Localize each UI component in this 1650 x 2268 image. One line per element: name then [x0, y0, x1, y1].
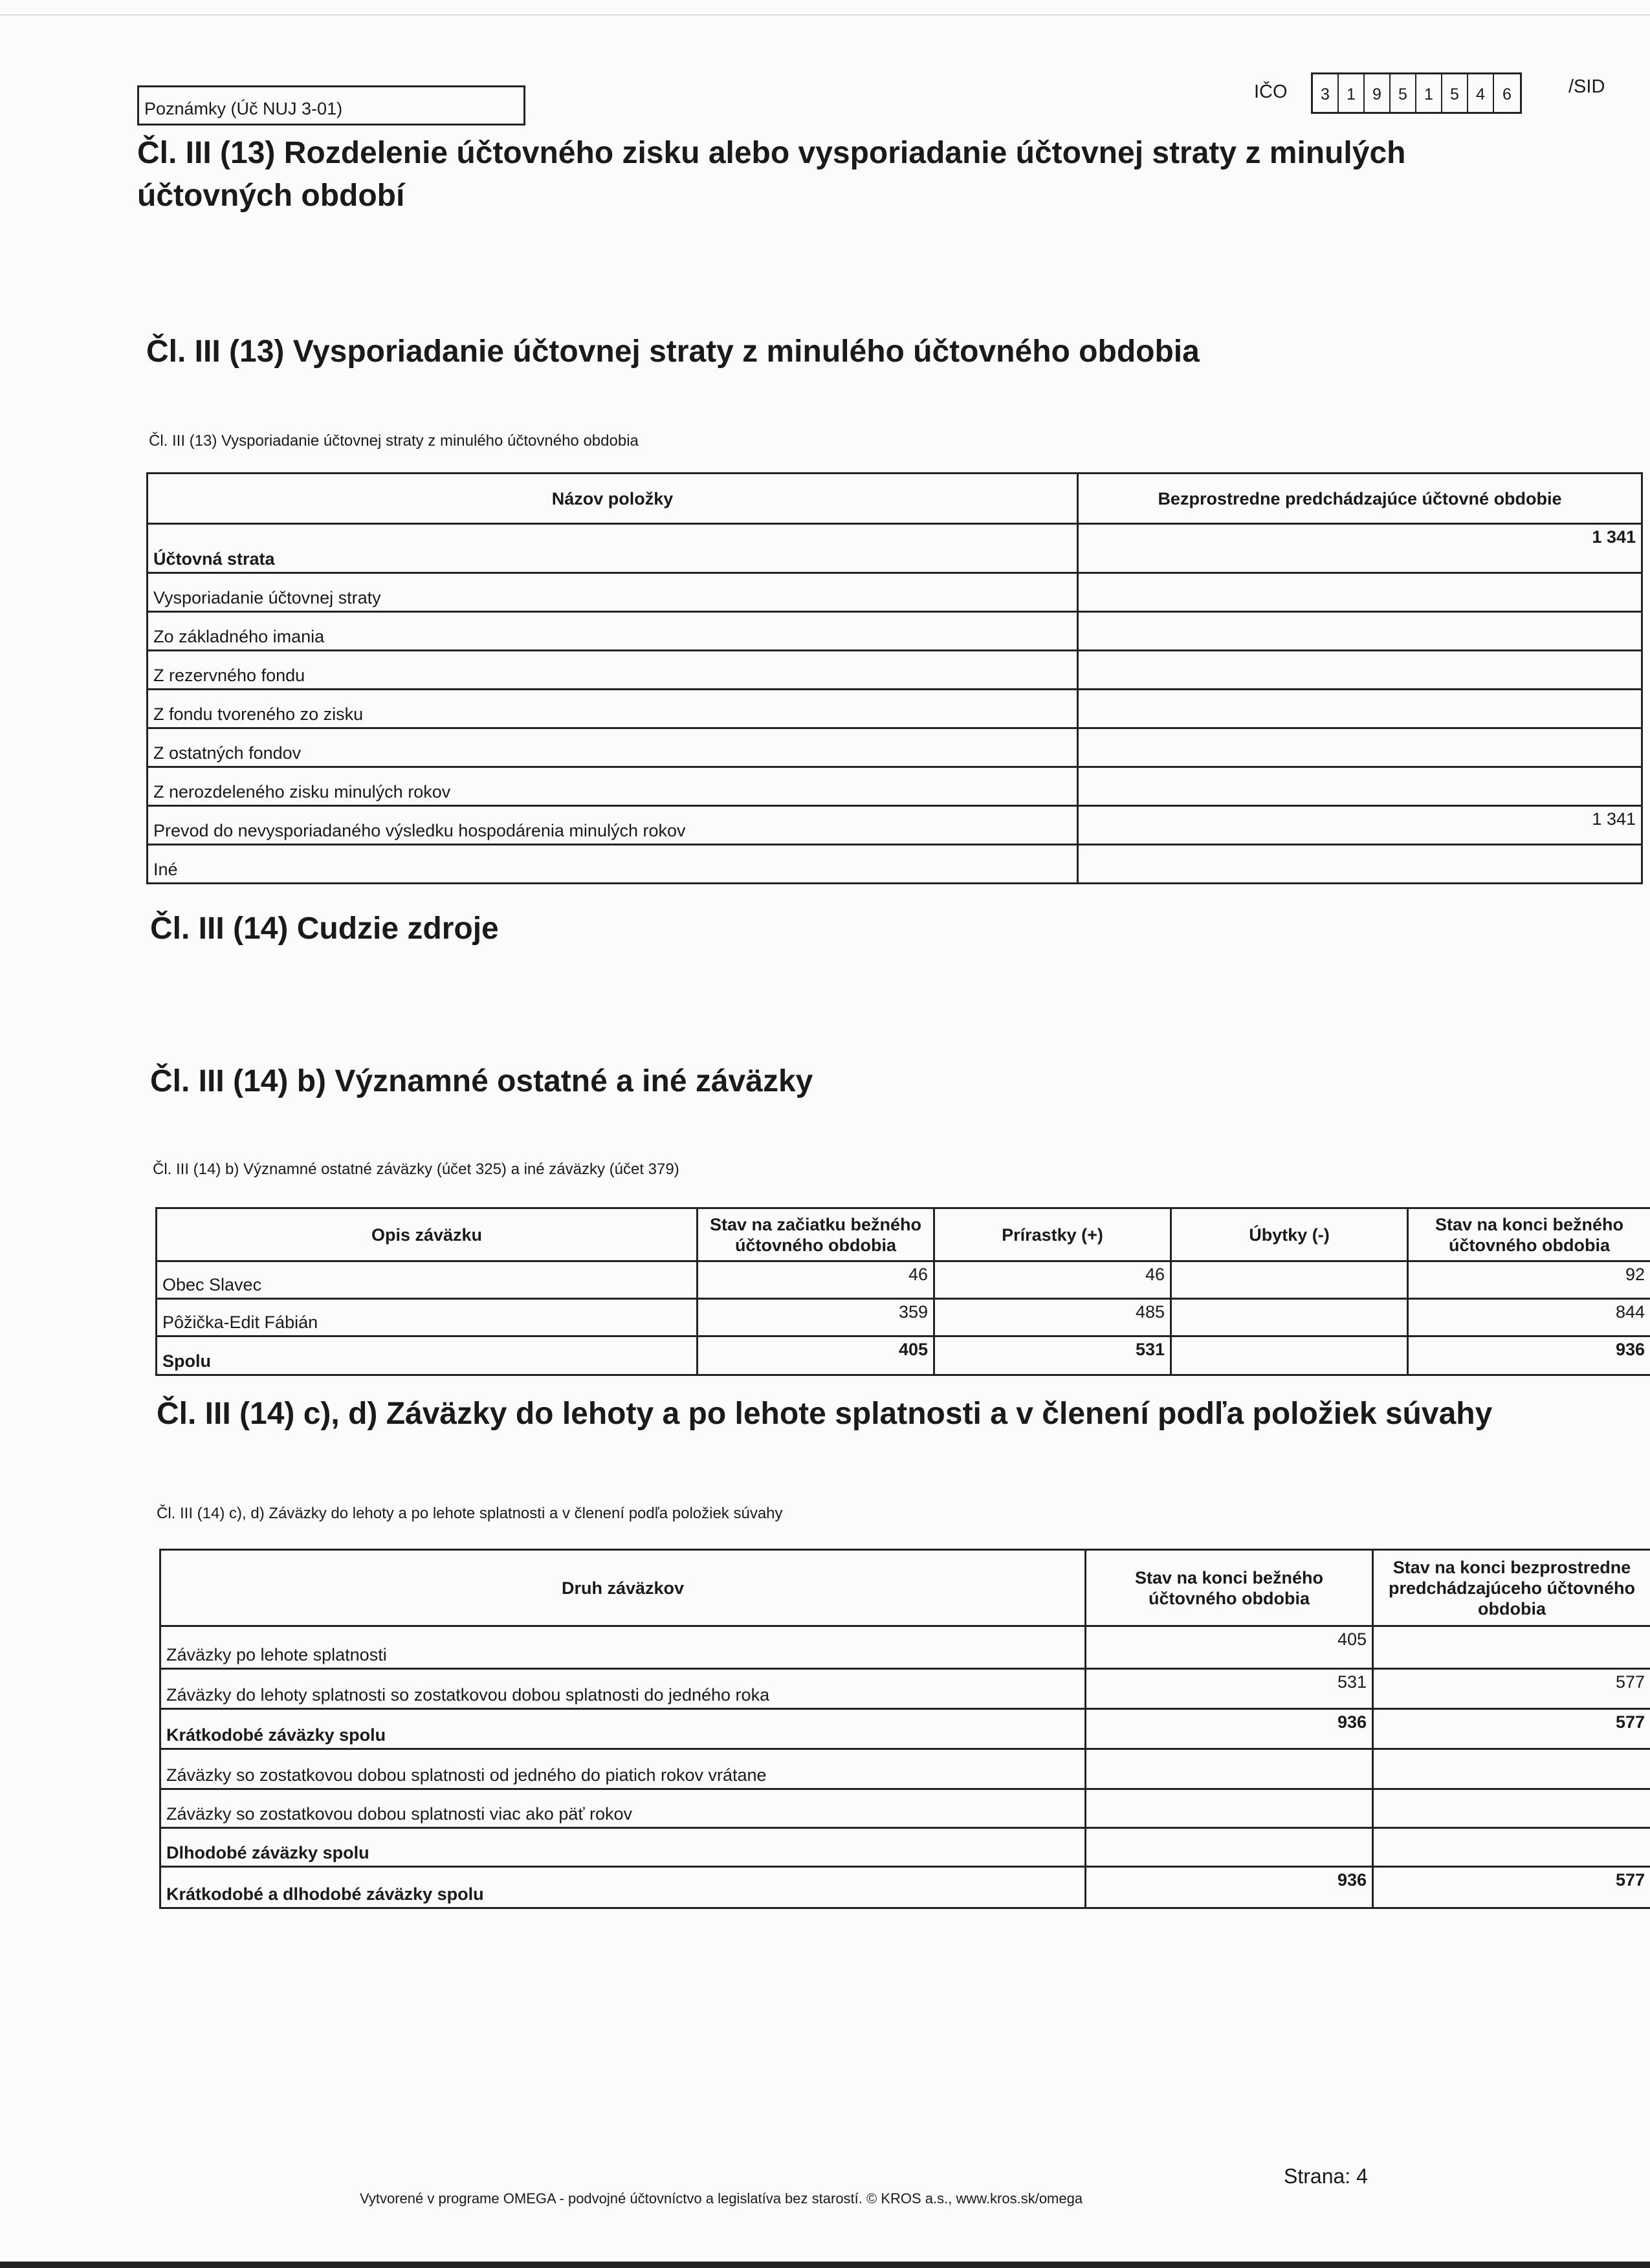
row-previous [1373, 1626, 1650, 1669]
col-header-end: Stav na konci bežného účtovného obdobia [1408, 1208, 1650, 1261]
row-value [1078, 767, 1642, 806]
table-row [160, 1867, 1650, 1908]
row-value [1078, 728, 1642, 767]
row-label: Spolu [157, 1336, 698, 1375]
row-value [1078, 690, 1642, 728]
page-number: Strana: 4 [1284, 2164, 1368, 2188]
row-value [1078, 612, 1642, 651]
section-heading-loss: Čl. III (13) Vysporiadanie účtovnej straty z minulého účtovného obdobia [146, 334, 1200, 369]
row-label: Z rezervného fondu [148, 651, 1078, 690]
table-row [148, 690, 1642, 728]
ico-digit: 1 [1416, 74, 1442, 112]
row-previous [1373, 1828, 1650, 1867]
row-decreases [1171, 1261, 1408, 1299]
row-label: Záväzky so zostatkovou dobou splatnosti od jedného do piatich rokov vrátane [160, 1749, 1086, 1789]
row-label: Iné [148, 845, 1078, 884]
row-decreases [1171, 1336, 1408, 1375]
row-label: Vysporiadanie účtovnej straty [148, 573, 1078, 612]
row-value: 1 341 [1078, 806, 1642, 845]
ico-digit: 5 [1442, 74, 1468, 112]
row-label: Záväzky do lehoty splatnosti so zostatkovou dobou splatnosti do jedného roka [160, 1669, 1086, 1709]
row-label: Záväzky so zostatkovou dobou splatnosti viac ako päť rokov [160, 1789, 1086, 1828]
table-row [148, 651, 1642, 690]
col-header-value: Bezprostredne predchádzajúce účtovné obdobie [1078, 474, 1642, 524]
table-row [160, 1828, 1650, 1867]
row-label: Z ostatných fondov [148, 728, 1078, 767]
row-current [1086, 1789, 1373, 1828]
table-row [148, 845, 1642, 884]
row-current: 936 [1086, 1709, 1373, 1749]
table-row [148, 806, 1642, 845]
table-row [148, 767, 1642, 806]
row-value [1078, 845, 1642, 884]
row-start: 405 [698, 1336, 934, 1375]
col-header-current: Stav na konci bežného účtovného obdobia [1086, 1550, 1373, 1626]
scan-top-line [0, 14, 1650, 16]
section-heading-due-liabilities: Čl. III (14) c), d) Záväzky do lehoty a po lehote splatnosti a v členení podľa položiek súvahy [157, 1397, 1493, 1431]
table-row [160, 1749, 1650, 1789]
row-current [1086, 1828, 1373, 1867]
table-row [160, 1709, 1650, 1749]
form-label: Poznámky (Úč NUJ 3-01) [144, 99, 343, 118]
ico-digit: 5 [1391, 74, 1416, 112]
section-heading-foreign-sources: Čl. III (14) Cudzie zdroje [150, 911, 499, 946]
other-liabilities-table [155, 1207, 1650, 1376]
table-header-row [157, 1208, 1650, 1261]
row-end: 92 [1408, 1261, 1650, 1299]
row-previous [1373, 1749, 1650, 1789]
col-header-description: Opis záväzku [157, 1208, 698, 1261]
row-previous [1373, 1789, 1650, 1828]
table-header-row [160, 1550, 1650, 1626]
due-liabilities-table [159, 1549, 1650, 1909]
section-caption-due-liabilities: Čl. III (14) c), d) Záväzky do lehoty a po lehote splatnosti a v členení podľa položiek súvahy [157, 1505, 783, 1522]
row-label: Obec Slavec [157, 1261, 698, 1299]
ico-digit: 1 [1339, 74, 1365, 112]
row-previous: 577 [1373, 1709, 1650, 1749]
section-caption-other-liabilities: Čl. III (14) b) Významné ostatné záväzky (účet 325) a iné záväzky (účet 379) [153, 1161, 679, 1178]
table-row [148, 612, 1642, 651]
ico-digit-boxes [1311, 72, 1522, 114]
ico-digit: 6 [1502, 85, 1512, 104]
row-current: 531 [1086, 1669, 1373, 1709]
row-start: 359 [698, 1299, 934, 1336]
table-row [148, 728, 1642, 767]
scan-bottom-edge [0, 2262, 1650, 2268]
col-header-start: Stav na začiatku bežného účtovného obdobia [698, 1208, 934, 1261]
row-decreases [1171, 1299, 1408, 1336]
row-current: 405 [1086, 1626, 1373, 1669]
ico-digit: 4 [1468, 74, 1494, 112]
row-label: Prevod do nevysporiadaného výsledku hospodárenia minulých rokov [148, 806, 1078, 845]
col-header-decreases: Úbytky (-) [1171, 1208, 1408, 1261]
table-header-row [148, 474, 1642, 524]
row-label: Z fondu tvoreného zo zisku [148, 690, 1078, 728]
row-additions: 485 [934, 1299, 1171, 1336]
row-additions: 46 [934, 1261, 1171, 1299]
table-row [148, 573, 1642, 612]
section-caption-loss: Čl. III (13) Vysporiadanie účtovnej straty z minulého účtovného obdobia [149, 432, 639, 450]
table-row [157, 1299, 1650, 1336]
row-label: Účtovná strata [148, 524, 1078, 573]
ico-digit: 3 [1313, 74, 1339, 112]
row-value [1078, 651, 1642, 690]
row-end: 844 [1408, 1299, 1650, 1336]
row-label: Dlhodobé záväzky spolu [160, 1828, 1086, 1867]
footer-text: Vytvorené v programe OMEGA - podvojné účtovníctvo a legislatíva bez starostí. © KROS a.s., www.kros.sk/omega [360, 2190, 1083, 2207]
ico-label: IČO [1254, 82, 1288, 102]
form-label-box [137, 85, 525, 125]
row-value [1078, 573, 1642, 612]
table-row [157, 1261, 1650, 1299]
table-row [160, 1669, 1650, 1709]
col-header-additions: Prírastky (+) [934, 1208, 1171, 1261]
row-label: Záväzky po lehote splatnosti [160, 1626, 1086, 1669]
table-row [157, 1336, 1650, 1375]
sid-label: /SID [1568, 76, 1605, 97]
col-header-type: Druh záväzkov [160, 1550, 1086, 1626]
row-start: 46 [698, 1261, 934, 1299]
ico-digit: 9 [1365, 74, 1391, 112]
row-label: Zo základného imania [148, 612, 1078, 651]
row-label: Pôžička-Edit Fábián [157, 1299, 698, 1336]
row-previous: 577 [1373, 1867, 1650, 1908]
loss-table [146, 472, 1643, 884]
row-end: 936 [1408, 1336, 1650, 1375]
row-value: 1 341 [1078, 524, 1642, 573]
col-header-name: Názov položky [148, 474, 1078, 524]
table-row [160, 1789, 1650, 1828]
row-additions: 531 [934, 1336, 1171, 1375]
col-header-previous: Stav na konci bezprostredne predchádzajúceho účtovného obdobia [1373, 1550, 1650, 1626]
section-heading-other-liabilities: Čl. III (14) b) Významné ostatné a iné záväzky [150, 1064, 813, 1098]
row-label: Krátkodobé a dlhodobé záväzky spolu [160, 1867, 1086, 1908]
page-title: Čl. III (13) Rozdelenie účtovného zisku alebo vysporiadanie účtovnej straty z minulých účtovných období [137, 136, 1406, 213]
table-row [160, 1626, 1650, 1669]
table-row [148, 524, 1642, 573]
row-label: Z nerozdeleného zisku minulých rokov [148, 767, 1078, 806]
row-label: Krátkodobé záväzky spolu [160, 1709, 1086, 1749]
row-current: 936 [1086, 1867, 1373, 1908]
row-current [1086, 1749, 1373, 1789]
row-previous: 577 [1373, 1669, 1650, 1709]
